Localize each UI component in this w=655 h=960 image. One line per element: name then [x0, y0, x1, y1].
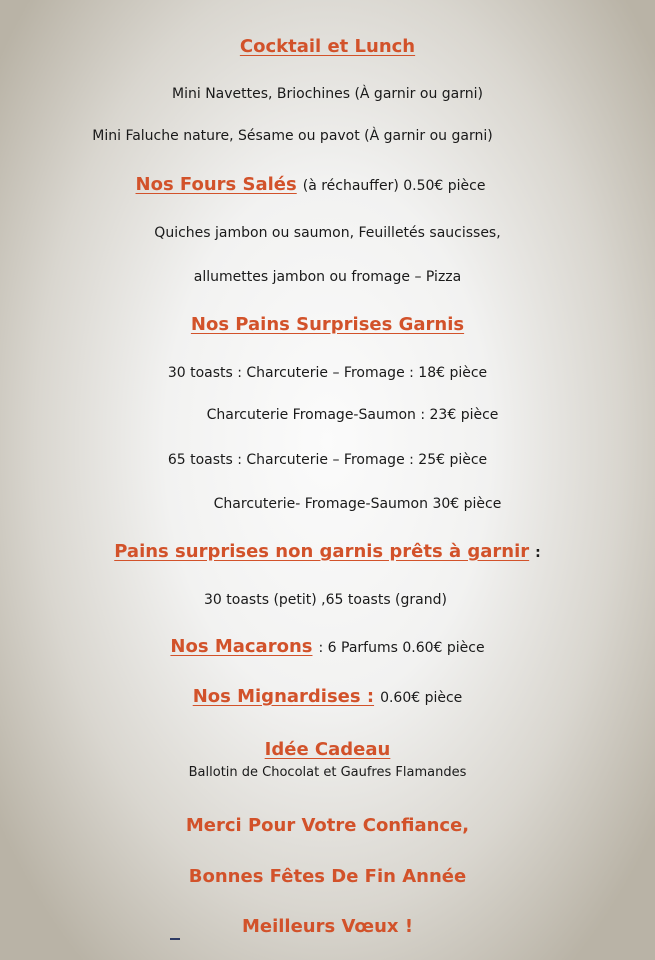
mignardises-heading	[0, 688, 655, 706]
fours-price: (à réchauffer) 0.50€ pièce	[302, 178, 486, 194]
non-garnis-colon: :	[535, 545, 541, 561]
non-garnis-title: Pains surprises non garnis prêts à garnir	[114, 541, 530, 562]
fours-line-2: allumettes jambon ou fromage – Pizza	[193, 269, 462, 285]
cocktail-title: Cocktail et Lunch	[239, 36, 416, 57]
fours-title: Nos Fours Salés	[135, 174, 297, 195]
fours-line-1: Quiches jambon ou saumon, Feuilletés saucisses,	[154, 225, 501, 241]
pains-line-1: 30 toasts : Charcuterie – Fromage : 18€ pièce	[167, 365, 488, 381]
pains-line-2: Charcuterie Fromage-Saumon : 23€ pièce	[206, 407, 499, 423]
scan-mark	[170, 938, 180, 940]
mignardises-detail: 0.60€ pièce	[380, 690, 463, 706]
pains-title: Nos Pains Surprises Garnis	[190, 314, 465, 335]
non-garnis-heading	[0, 543, 655, 561]
macarons-detail: : 6 Parfums 0.60€ pièce	[318, 640, 485, 656]
cadeau-line: Ballotin de Chocolat et Gaufres Flamandes	[188, 765, 467, 780]
fours-heading	[0, 176, 638, 194]
closing-line-2: Bonnes Fêtes De Fin Année	[188, 866, 467, 887]
pains-line-4: Charcuterie- Fromage-Saumon 30€ pièce	[213, 496, 502, 512]
macarons-heading	[0, 638, 655, 656]
cocktail-line-2: Mini Faluche nature, Sésame ou pavot (À garnir ou garni)	[92, 128, 493, 144]
cadeau-title: Idée Cadeau	[264, 739, 391, 760]
cocktail-line-1: Mini Navettes, Briochines (À garnir ou garni)	[172, 86, 483, 102]
mignardises-title: Nos Mignardises :	[192, 686, 375, 707]
non-garnis-line: 30 toasts (petit) ,65 toasts (grand)	[204, 592, 447, 608]
closing-line-1: Merci Pour Votre Confiance,	[185, 815, 470, 836]
macarons-title: Nos Macarons	[170, 636, 313, 657]
closing-line-3: Meilleurs Vœux !	[241, 916, 414, 937]
pains-line-3: 65 toasts : Charcuterie – Fromage : 25€ pièce	[167, 452, 488, 468]
